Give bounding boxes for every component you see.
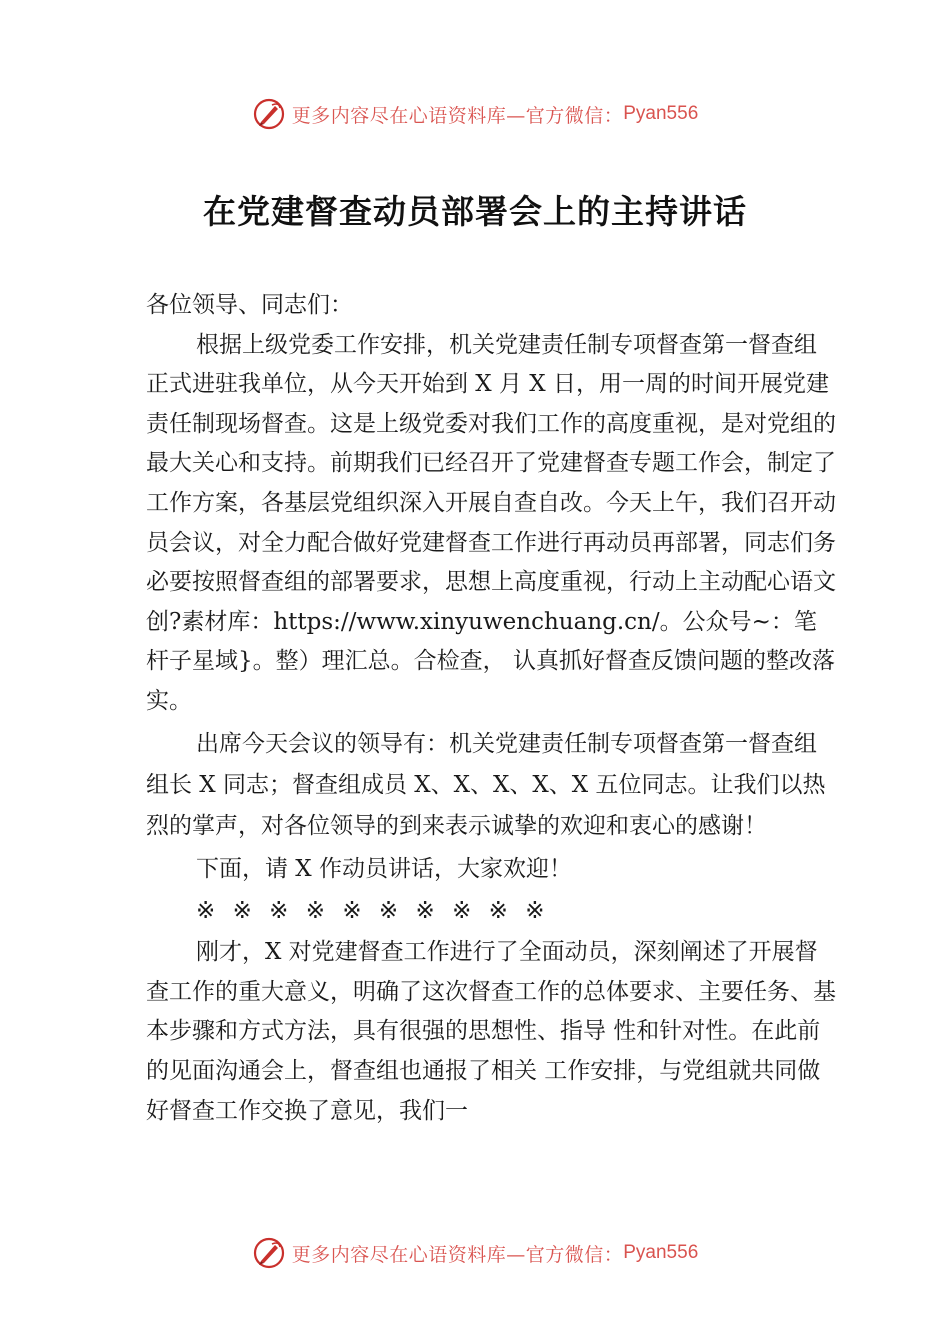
banner-wechat-id: Pyan556	[623, 103, 699, 124]
banner-text: 更多内容尽在心语资料库—官方微信：	[291, 1243, 624, 1266]
quill-pen-logo-icon	[252, 1236, 286, 1270]
paragraph: 出席今天会议的领导有：机关党建责任制专项督查第一督查组组长 X 同志；督查组成员 X、X、X、X、X 五位同志。让我们以热烈的掌声，对各位领导的到来表示诚挚的欢迎和衷心的感谢！	[146, 730, 826, 839]
paragraph: 刚才，X 对党建督查工作进行了全面动员，深刻阐述了开展督查工作的重大意义，明确了这次督查工作的总体要求、主要任务、基本步骤和方式方法，具有很强的思想性、指导 性和针对性。在此前的见面沟通会上，督查组也通报了相关 工作安排，与党组就共同做好督查工作交换了意见，我们一	[146, 939, 836, 1124]
quill-pen-logo-icon	[252, 97, 286, 131]
paragraph: 根据上级党委工作安排，机关党建责任制专项督查第一督查组正式进驻我单位，从今天开始到 X 月 X 日，用一周的时间开展党建责任制现场督查。这是上级党委对我们工作的高度重视，是对党组的最大关心和支持。前期我们已经召开了党建督查专题工作会，制定了工作方案，各基层党组织深入开展自查自改。今天上午，我们召开动员会议，对全力配合做好党建督查工作进行再动员再部署，同志们务必要按照督查组的部署要求，思想上高度重视，行动上主动配心语文创?素材库：https://www.xinyuwenchuang.cn/。公众号~：笔杆子星域}。整）理汇总。合检查， 认真抓好督查反馈问题的整改落实。	[146, 331, 836, 714]
document-body	[146, 286, 836, 1131]
footer-banner	[0, 1233, 950, 1273]
section-divider: ※ ※ ※ ※ ※ ※ ※ ※ ※ ※	[196, 897, 547, 924]
paragraph: 下面，请 X 作动员讲话，大家欢迎！	[196, 855, 572, 882]
banner-wechat-id: Pyan556	[623, 1242, 699, 1263]
document-title: 在党建督查动员部署会上的主持讲话	[203, 192, 747, 231]
salutation: 各位领导、同志们：	[146, 292, 353, 318]
header-banner	[0, 94, 950, 134]
banner-text: 更多内容尽在心语资料库—官方微信：	[291, 104, 624, 127]
